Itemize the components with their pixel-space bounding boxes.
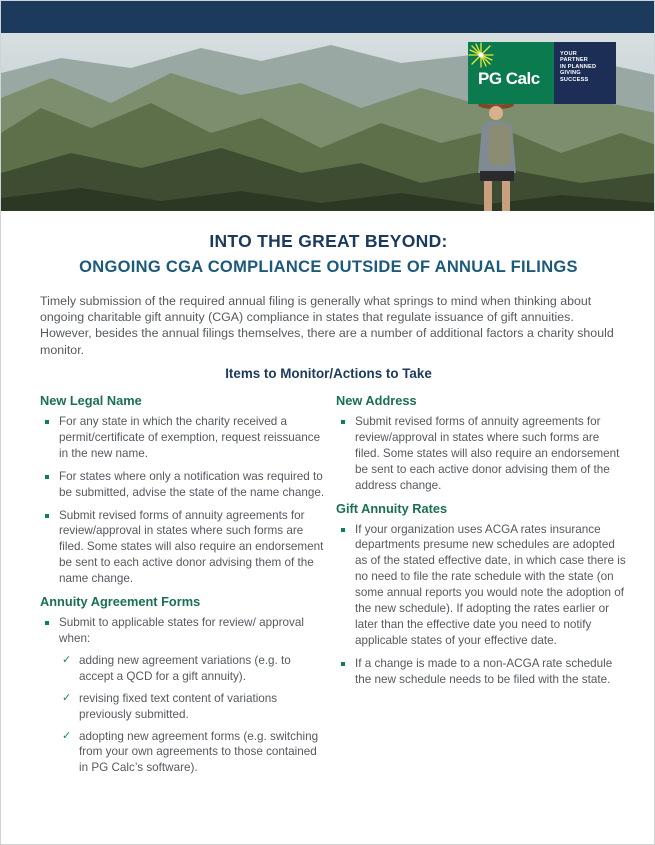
address-list — [336, 414, 626, 494]
page-subtitle: ONGOING CGA COMPLIANCE OUTSIDE OF ANNUAL FILINGS — [79, 258, 578, 276]
intro-paragraph: Timely submission of the required annual filing is generally what springs to mind when thinking about ongoing charitable gift annuity (CGA) compliance in states that regulate issuance of gift annuities. However, besides the annual filings themselves, there are a number of additional factors a charity should monitor. — [40, 294, 614, 357]
square-bullet-icon — [341, 528, 345, 532]
check-item: ✓ revising fixed text content of variations previously submitted. — [62, 691, 278, 721]
list-item: Submit to applicable states for review/ approval when: ✓ adding new agreement variations (e.g. to accept a QCD for a gift annuity). ✓ revising fixed text content of variations previously submitted. ✓ adopting new agreement forms (e.g. switching from your own agreements to those contained in PG Calc’s software). — [40, 615, 325, 776]
left-column — [40, 393, 325, 783]
list-item: For states where only a notification was required to be submitted, advise the state of the name change. — [40, 469, 325, 501]
logo-tagline-panel — [554, 42, 616, 104]
section-title: Items to Monitor/Actions to Take — [225, 366, 432, 381]
list-item: If a change is made to a non-ACGA rate schedule the new schedule needs to be filed with the state. — [336, 656, 626, 688]
list-item: If your organization uses ACGA rates insurance departments presume new schedules are adopted as of the stated effective date, in which case there is no need to file the rate schedule with the state (on some annual reports you would note the adoption of the new schedule). If adopting the rates earlier or later than the effective date you need to notify applicable states of your effective date. — [336, 522, 626, 649]
logo-wordmark: PG Calc — [478, 69, 540, 88]
top-banner — [1, 1, 655, 33]
square-bullet-icon — [341, 420, 345, 424]
heading-new-legal-name: New Legal Name — [40, 393, 142, 408]
hero-image — [1, 33, 655, 211]
square-bullet-icon — [45, 621, 49, 625]
square-bullet-icon — [45, 420, 49, 424]
tagline-line: PARTNER — [560, 57, 589, 64]
rates-list — [336, 522, 626, 688]
checkmark-icon: ✓ — [62, 653, 72, 666]
list-item: For any state in which the charity received a permit/certificate of exemption, request reissuance in the new name. — [40, 414, 325, 462]
square-bullet-icon — [341, 662, 345, 666]
agreement-forms-list — [40, 615, 325, 776]
page-title: INTO THE GREAT BEYOND: — [209, 231, 448, 251]
heading-gift-annuity-rates: Gift Annuity Rates — [336, 500, 448, 516]
checklist — [59, 653, 325, 776]
list-item: Submit revised forms of annuity agreements for review/approval in states where such forms are filed. Some states will also require an endorsement be sent to each active donor advising them of the address change. — [336, 414, 626, 494]
square-bullet-icon — [45, 475, 49, 479]
logo-green-panel — [468, 42, 554, 104]
tagline-line: YOUR — [560, 51, 577, 57]
checkmark-icon: ✓ — [62, 729, 72, 742]
list-item: Submit revised forms of annuity agreements for review/approval in states where such forms are filed. Some states will also require an endorsement be sent to each active donor advising them of the name change. — [40, 508, 325, 588]
heading-annuity-agreement-forms: Annuity Agreement Forms — [40, 594, 201, 610]
right-column — [336, 393, 626, 695]
tagline-line: IN PLANNED — [560, 63, 597, 70]
square-bullet-icon — [45, 514, 49, 518]
check-item: ✓ adopting new agreement forms (e.g. switching from your own agreements to those contained in PG Calc’s software). — [62, 729, 319, 775]
legal-name-list — [40, 414, 325, 587]
tagline-line: SUCCESS — [560, 76, 589, 83]
heading-new-address: New Address — [336, 393, 417, 408]
pg-calc-logo — [468, 42, 616, 104]
checkmark-icon: ✓ — [62, 691, 72, 704]
check-item: ✓ adding new agreement variations (e.g. to accept a QCD for a gift annuity). — [62, 653, 291, 683]
sunburst-star-icon — [468, 42, 494, 68]
tagline-line: GIVING — [560, 70, 581, 77]
